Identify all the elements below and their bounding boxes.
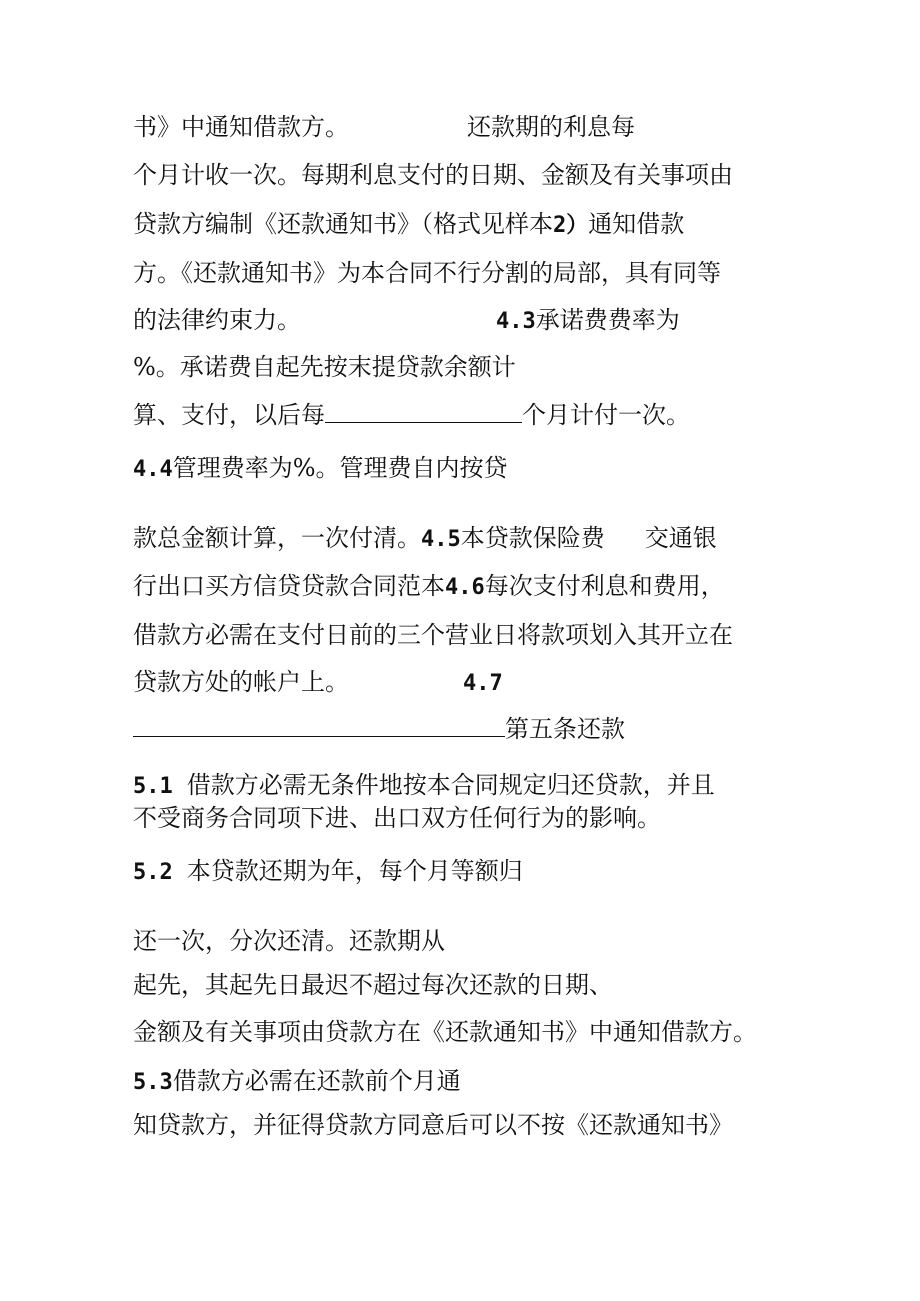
text-line bbox=[133, 453, 508, 485]
text-line bbox=[133, 714, 625, 744]
text-segment: 算、支付，以后每 bbox=[133, 401, 325, 429]
clause-number: 4.4 bbox=[133, 457, 173, 482]
text-segment: 书》中通知借款方。 bbox=[133, 113, 349, 141]
clause-number: 4.3 bbox=[496, 309, 536, 334]
text-line bbox=[133, 112, 635, 142]
text-segment: 借款方必需在还款前个月通 bbox=[172, 1067, 461, 1095]
text-segment: 借款方必需无条件地按本合同规定归还贷款，并且 bbox=[186, 771, 715, 799]
clause-number: 5.3 bbox=[133, 1070, 173, 1095]
text-line: 方。《还款通知书》为本合同不行分割的局部，具有同等 bbox=[133, 259, 721, 287]
text-segment: 的法律约束力。 bbox=[133, 306, 301, 334]
text-line bbox=[133, 523, 717, 555]
text-line: 还一次，分次还清。还款期从 bbox=[133, 927, 445, 955]
text-segment: 款总金额计算，一次付清。 bbox=[133, 524, 421, 552]
text-line bbox=[133, 856, 523, 888]
clause-number: 5.1 bbox=[133, 774, 173, 799]
text-segment: 本贷款保险费 bbox=[460, 524, 605, 552]
text-line: 借款方必需在支付日前的三个营业日将款项划入其开立在 bbox=[133, 621, 733, 649]
text-line bbox=[133, 667, 503, 699]
text-line bbox=[133, 305, 680, 337]
text-line: 起先，其起先日最迟不超过每次还款的日期、 bbox=[133, 971, 613, 999]
text-segment: 交通银 bbox=[644, 524, 717, 552]
text-line: 个月计收一次。每期利息支付的日期、金额及有关事项由 bbox=[133, 161, 733, 189]
text-segment: 贷款方处的帐户上。 bbox=[133, 668, 349, 696]
clause-number: 4.7 bbox=[463, 671, 503, 696]
text-segment: 承诺费费率为 bbox=[535, 306, 680, 334]
fill-in-blank bbox=[325, 400, 522, 423]
text-segment: 行出口买方信贷贷款合同范本 bbox=[133, 572, 445, 600]
text-line bbox=[133, 1066, 461, 1098]
fill-in-blank bbox=[133, 714, 505, 737]
text-segment: 还款期的利息每 bbox=[467, 113, 635, 141]
clause-number: 2） bbox=[553, 213, 589, 238]
text-segment: 贷款方编制《还款通知书》（格式见样本 bbox=[133, 210, 553, 238]
text-line bbox=[133, 400, 690, 430]
text-segment: 管理费率为%。管理费自内按贷 bbox=[172, 454, 508, 482]
text-segment: 通知借款 bbox=[588, 210, 685, 238]
text-line bbox=[133, 571, 725, 603]
article-heading: 第五条还款 bbox=[505, 715, 625, 743]
text-line: 不受商务合同项下进、出口双方任何行为的影响。 bbox=[133, 804, 661, 832]
text-segment: 每次支付利息和费用， bbox=[484, 572, 725, 600]
text-line bbox=[133, 770, 715, 802]
text-line: 金额及有关事项由贷款方在《还款通知书》中通知借款方。 bbox=[133, 1018, 757, 1046]
clause-number: 4.5 bbox=[421, 527, 461, 552]
text-line: %。承诺费自起先按末提贷款余额计 bbox=[133, 353, 516, 381]
text-segment: 个月计付一次。 bbox=[522, 401, 690, 429]
text-line bbox=[133, 209, 684, 241]
text-line: 知贷款方，并征得贷款方同意后可以不按《还款通知书》 bbox=[133, 1111, 733, 1139]
clause-number: 5.2 bbox=[133, 860, 173, 885]
clause-number: 4.6 bbox=[445, 575, 485, 600]
text-segment: 本贷款还期为年，每个月等额归 bbox=[186, 857, 523, 885]
